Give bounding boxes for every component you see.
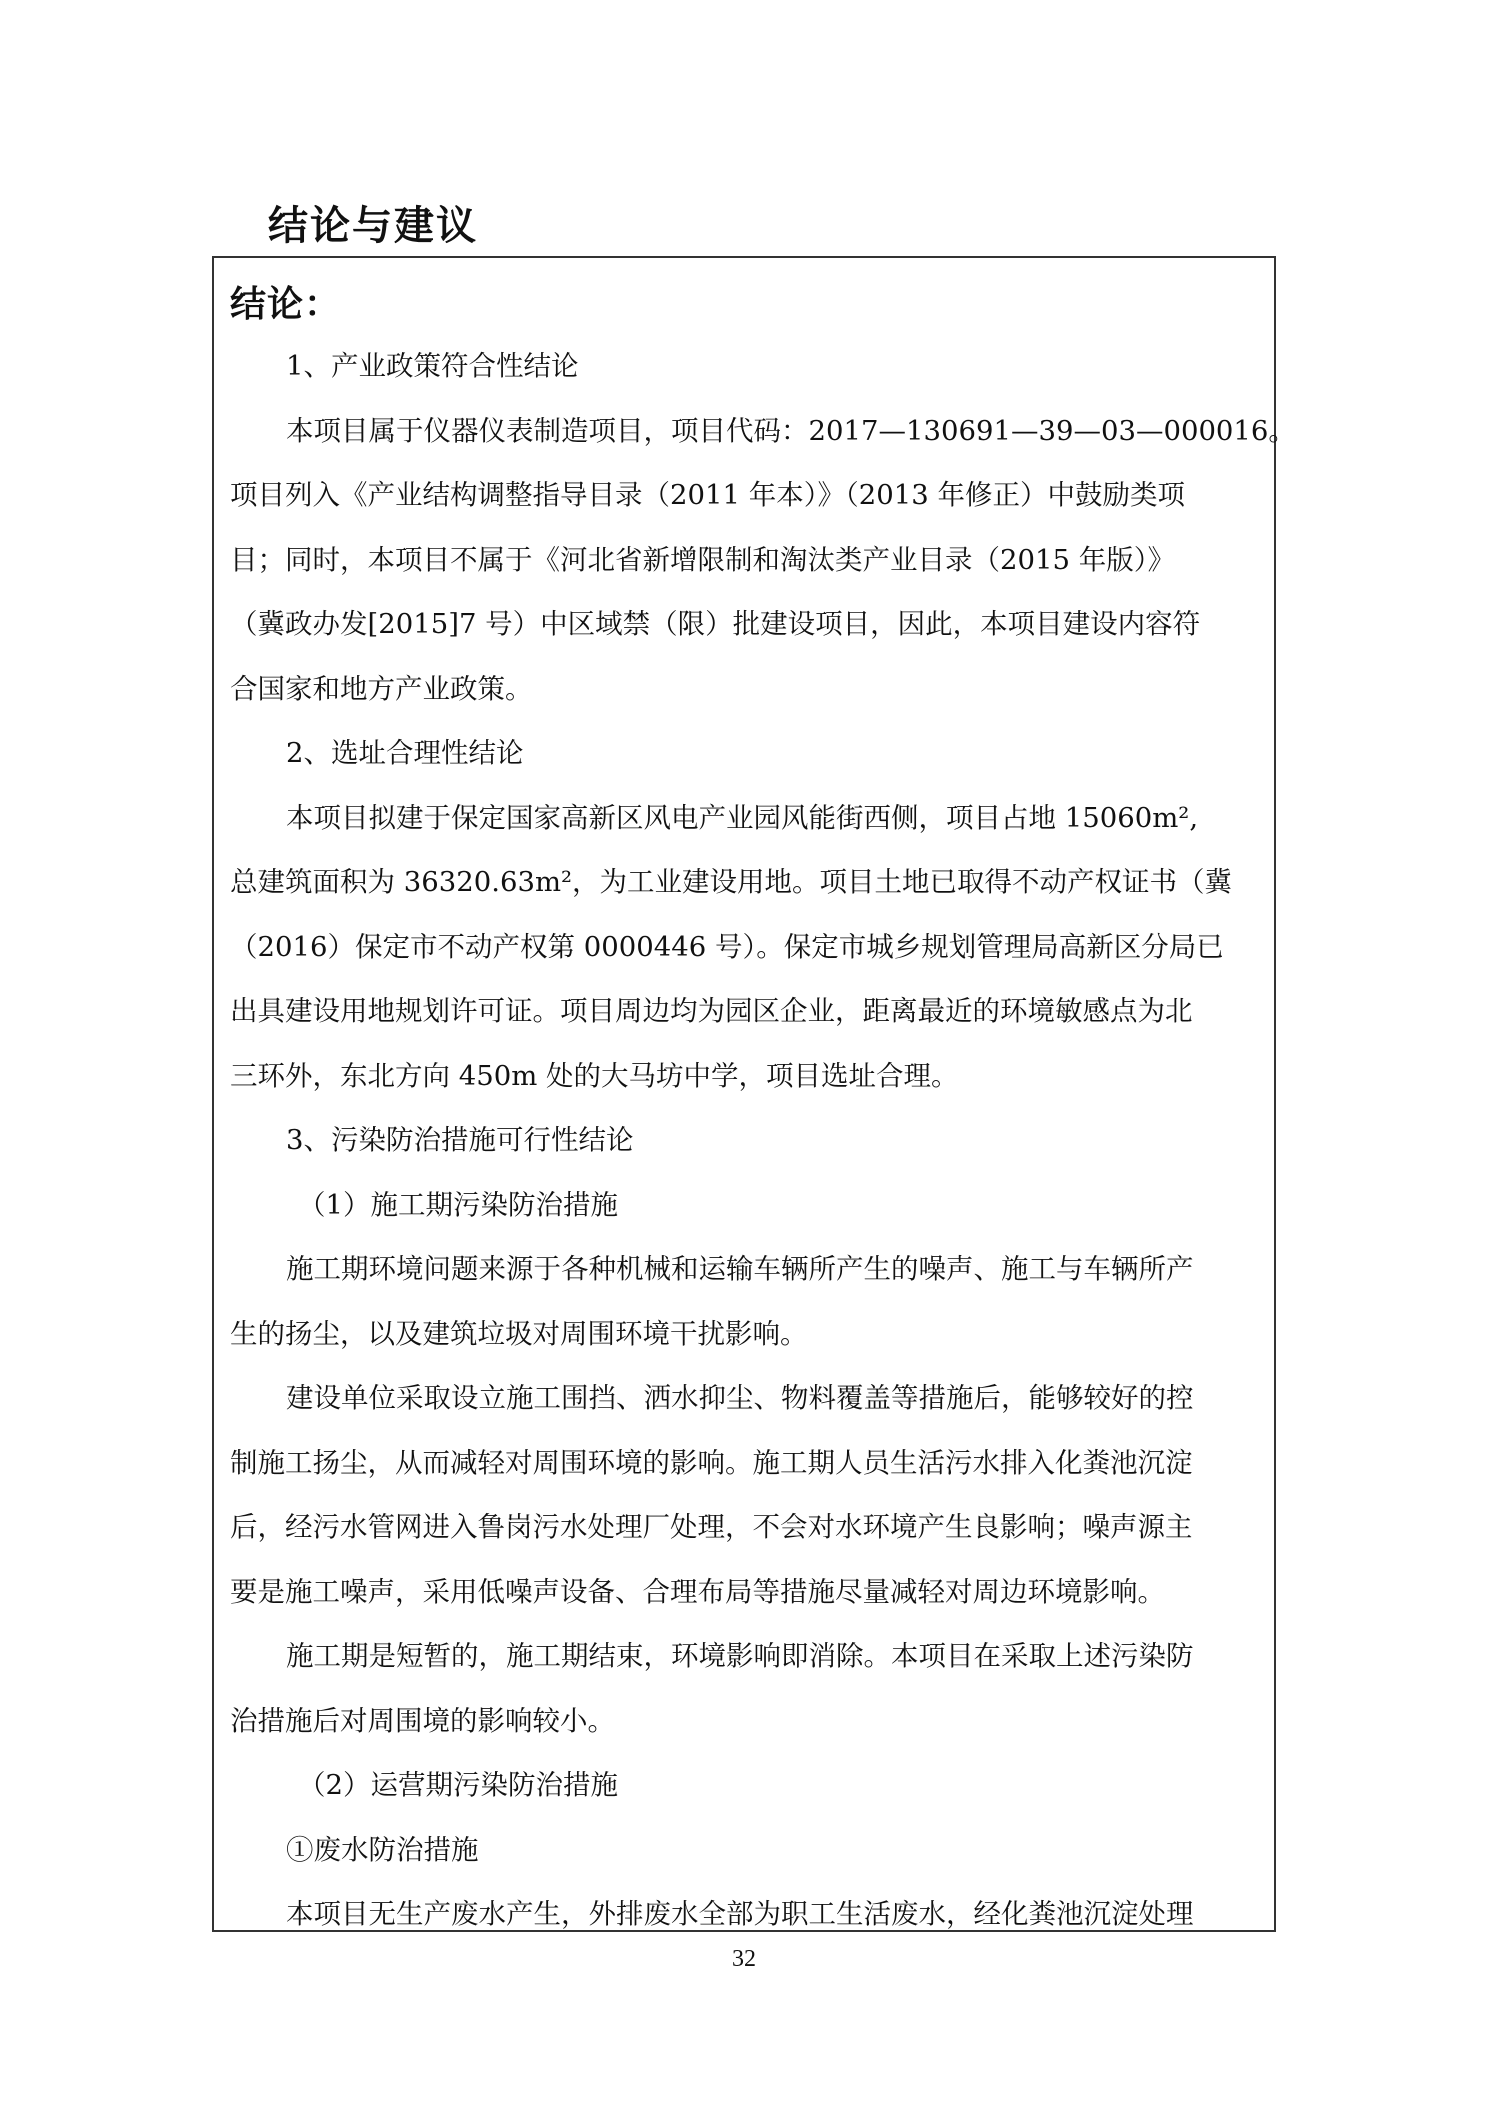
text-line: 本项目拟建于保定国家高新区风电产业园风能街西侧，项目占地 15060m², [286, 801, 1199, 834]
text-line: ①废水防治措施 [286, 1833, 479, 1866]
text-line: （1）施工期污染防治措施 [298, 1188, 618, 1221]
content-body [230, 272, 1296, 1947]
text-line: 项目列入《产业结构调整指导目录（2011 年本）》（2013 年修正）中鼓励类项 [230, 479, 1185, 511]
text-line: （2016）保定市不动产权第 0000446 号）。保定市城乡规划管理局高新区分局已 [230, 930, 1224, 963]
text-line: 出具建设用地规划许可证。项目周边均为园区企业，距离最近的环境敏感点为北 [230, 995, 1193, 1027]
text-line: 2、选址合理性结论 [286, 737, 524, 769]
text-line: 本项目无生产废水产生，外排废水全部为职工生活废水，经化粪池沉淀处理 [286, 1898, 1194, 1930]
text-line: 合国家和地方产业政策。 [230, 672, 533, 705]
text-line: 制施工扬尘，从而减轻对周围环境的影响。施工期人员生活污水排入化粪池沉淀 [230, 1446, 1193, 1479]
text-line: （冀政办发[2015]7 号）中区域禁（限）批建设项目，因此，本项目建设内容符 [230, 608, 1201, 640]
text-lines [230, 334, 1296, 1947]
text-line: 三环外，东北方向 450m 处的大马坊中学，项目选址合理。 [230, 1059, 959, 1092]
text-line: 施工期是短暂的，施工期结束，环境影响即消除。本项目在采取上述污染防 [286, 1640, 1194, 1672]
text-line: 治措施后对周围境的影响较小。 [230, 1704, 615, 1737]
text-line: 后，经污水管网进入鲁岗污水处理厂处理，不会对水环境产生良影响；噪声源主 [230, 1511, 1193, 1543]
text-line: 目；同时，本项目不属于《河北省新增限制和淘汰类产业目录（2015 年版）》 [230, 543, 1175, 576]
page-number: 32 [732, 1946, 756, 1972]
text-line: 生的扬尘，以及建筑垃圾对周围环境干扰影响。 [230, 1317, 808, 1350]
section-title: 结论与建议 [268, 203, 478, 249]
text-line: （2）运营期污染防治措施 [298, 1769, 618, 1801]
content-frame [212, 256, 1296, 1932]
text-line: 建设单位采取设立施工围挡、洒水抑尘、物料覆盖等措施后，能够较好的控 [286, 1382, 1194, 1414]
text-line: 要是施工噪声，采用低噪声设备、合理布局等措施尽量减轻对周边环境影响。 [230, 1575, 1165, 1608]
text-line: 1、产业政策符合性结论 [286, 350, 579, 382]
conclusion-heading: 结论： [230, 284, 342, 325]
text-line: 本项目属于仪器仪表制造项目，项目代码：2017—130691—39—03—000016。 [286, 414, 1296, 447]
text-line: 总建筑面积为 36320.63m²，为工业建设用地。项目土地已取得不动产权证书（冀 [230, 866, 1233, 898]
text-line: 施工期环境问题来源于各种机械和运输车辆所产生的噪声、施工与车辆所产 [286, 1253, 1194, 1285]
text-line: 3、污染防治措施可行性结论 [286, 1124, 634, 1156]
